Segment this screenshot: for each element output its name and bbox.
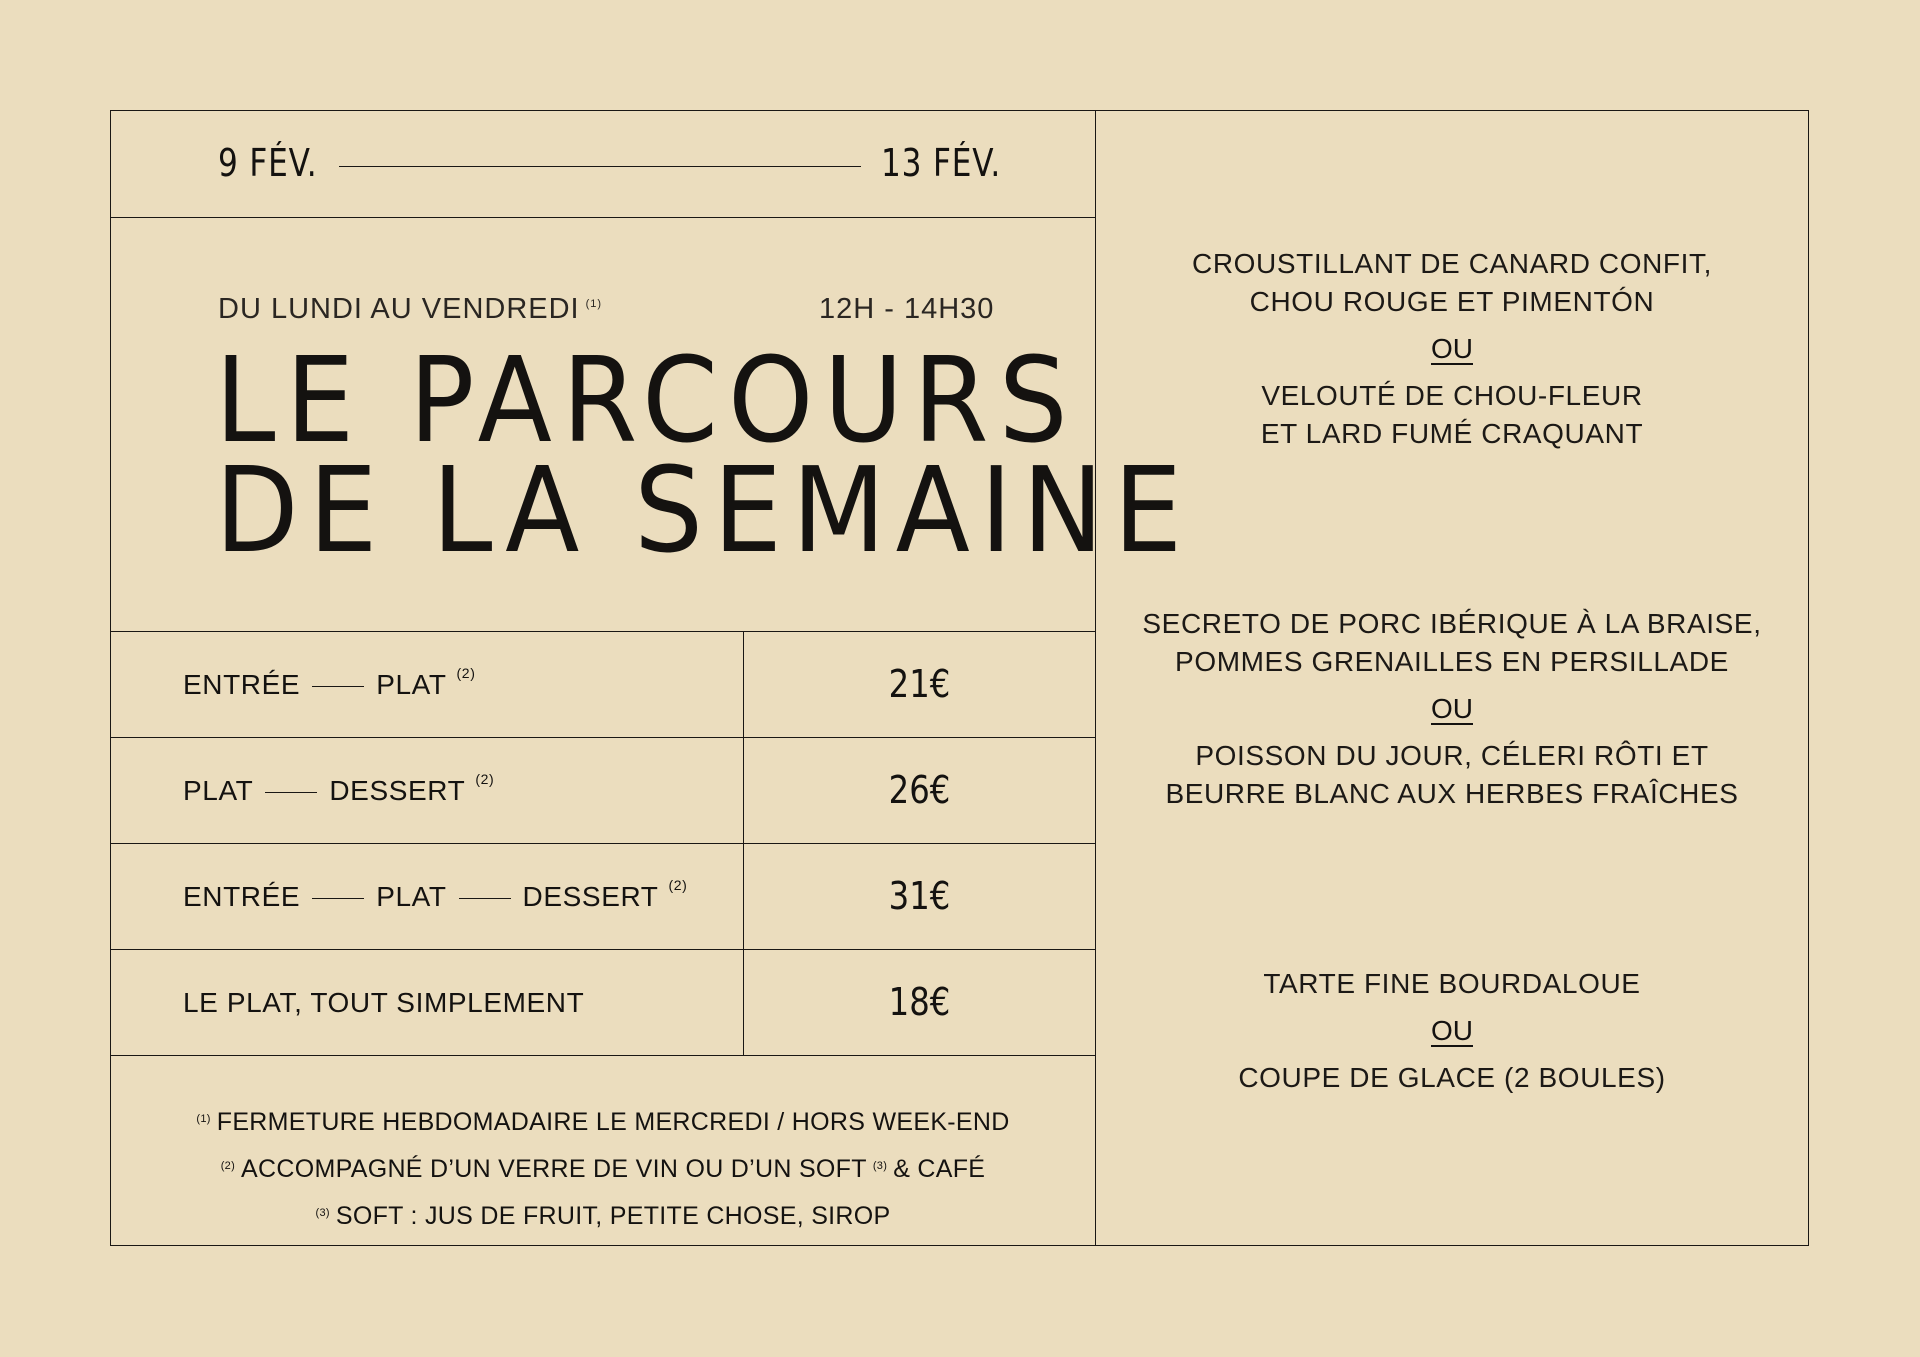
formula-row — [111, 632, 1095, 738]
or-separator: OU — [1431, 333, 1473, 364]
date-range-line — [339, 166, 861, 167]
footnote: $^{(2)}$ ACCOMPAGNÉ D’UN VERRE DE VIN OU D’UN SOFT $^{(3)}$ & CAFÉ — [220, 1155, 986, 1183]
left-column — [111, 111, 1193, 1245]
formula-row — [111, 738, 1095, 844]
footnote: $^{(1)}$ FERMETURE HEBDOMADAIRE LE MERCREDI / HORS WEEK-END — [196, 1108, 1010, 1136]
footnote-mark: (2) — [668, 877, 688, 893]
footnotes — [111, 1101, 1095, 1242]
date-range — [111, 111, 1095, 218]
formula-label: LE PLAT, TOUT SIMPLEMENT — [183, 987, 585, 1018]
dash-separator — [265, 792, 317, 793]
dish-option: TARTE FINE BOURDALOUE — [1263, 968, 1641, 999]
course-mains — [1096, 605, 1808, 813]
date-start: 9 FÉV. — [218, 141, 318, 185]
dash-separator — [459, 898, 511, 899]
column-divider — [743, 738, 744, 843]
formula-label: ENTRÉE PLAT (2) — [183, 665, 476, 700]
or-separator: OU — [1431, 1015, 1473, 1046]
dish-option: POISSON DU JOUR, CÉLERI RÔTI ET BEURRE BLANC AUX HERBES FRAÎCHES — [1165, 740, 1739, 809]
formula-row — [111, 950, 1095, 1056]
course-starters — [1096, 245, 1808, 453]
page-title-line-1: LE PARCOURS — [215, 331, 1078, 469]
footnote: $^{(3)}$ SOFT : JUS DE FRUIT, PETITE CHOSE, SIROP — [315, 1202, 891, 1230]
formula-price: 31€ — [888, 874, 951, 918]
dish-option: CROUSTILLANT DE CANARD CONFIT, CHOU ROUGE ET PIMENTÓN — [1192, 248, 1712, 317]
formula-row — [111, 844, 1095, 950]
page-title-line-2: DE LA SEMAINE — [215, 441, 1193, 579]
formula-label: ENTRÉE PLAT DESSERT (2) — [183, 877, 688, 912]
or-separator: OU — [1431, 693, 1473, 724]
dish-option: VELOUTÉ DE CHOU-FLEUR ET LARD FUMÉ CRAQUANT — [1260, 380, 1644, 449]
formula-price: 18€ — [888, 980, 951, 1024]
formula-price: 21€ — [888, 662, 951, 706]
formula-price: 26€ — [888, 768, 951, 812]
dash-separator — [312, 898, 364, 899]
menu-frame — [110, 110, 1809, 1246]
date-end: 13 FÉV. — [881, 141, 1002, 185]
dish-option: COUPE DE GLACE (2 BOULES) — [1238, 1062, 1666, 1093]
schedule-days: DU LUNDI AU VENDREDI $^{(1)}$ — [218, 293, 603, 325]
column-divider — [743, 950, 744, 1055]
column-divider — [743, 844, 744, 949]
course-desserts — [1096, 965, 1808, 1097]
dish-option: SECRETO DE PORC IBÉRIQUE À LA BRAISE, POMMES GRENAILLES EN PERSILLADE — [1142, 608, 1762, 677]
footnote-mark: (1) — [585, 298, 603, 311]
schedule-hours: 12H - 14H30 — [819, 293, 995, 325]
formula-label: PLAT DESSERT (2) — [183, 771, 495, 806]
footnote-mark: (2) — [475, 771, 495, 787]
column-divider — [743, 632, 744, 737]
footnote-mark: (2) — [456, 665, 476, 681]
dishes-column — [1096, 111, 1808, 1245]
dash-separator — [312, 686, 364, 687]
